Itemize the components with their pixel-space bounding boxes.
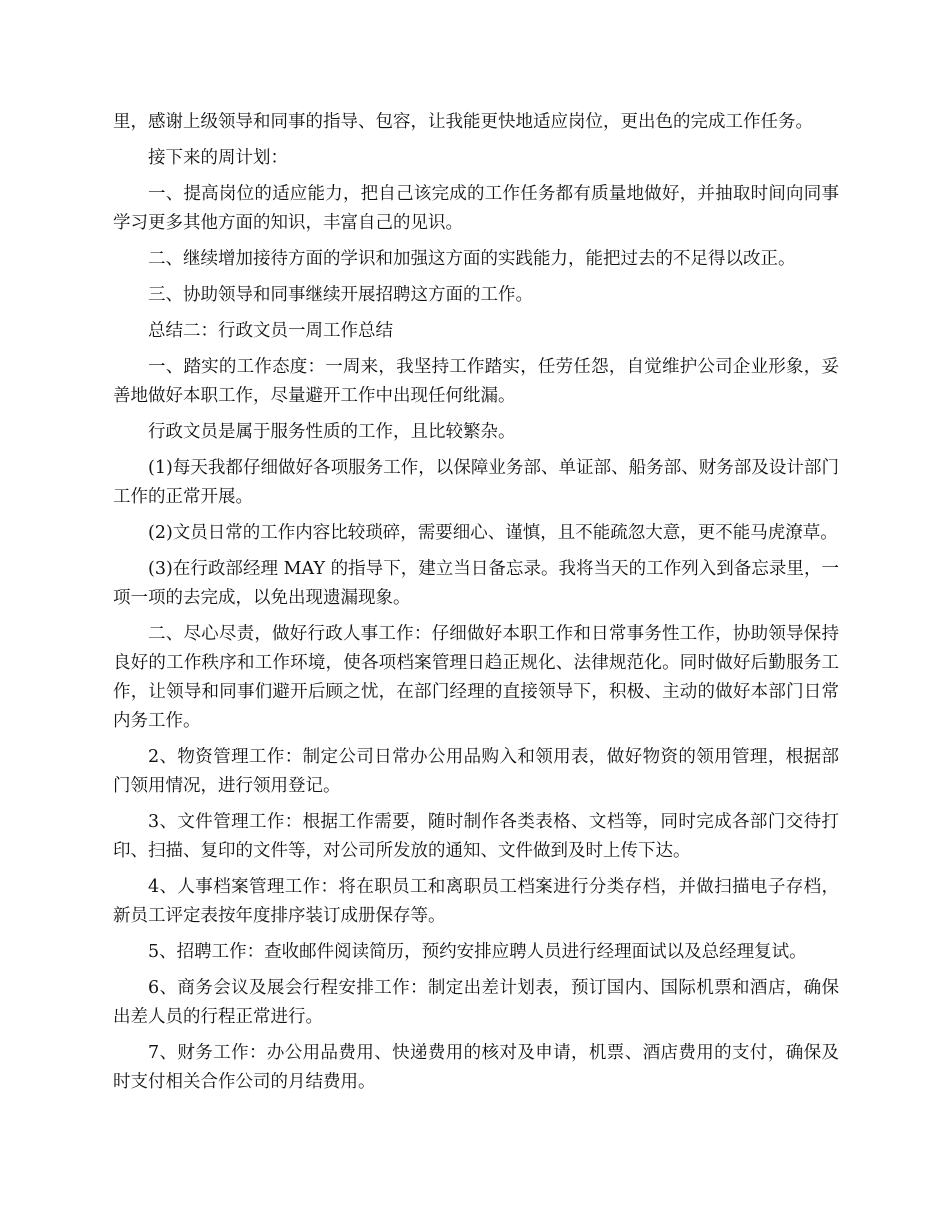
paragraph-weekly-plan-heading: 接下来的周计划： xyxy=(148,148,288,168)
paragraph-file-management: 3、文件管理工作：根据工作需要，随时制作各类表格、文档等，同时完成各部门交待打印、扫描、复印的文件等，对公司所发放的通知、文件做到及时上传下达。 xyxy=(113,812,839,861)
paragraph-business-travel: 6、商务会议及展会行程安排工作：制定出差计划表，预订国内、国际机票和酒店，确保出差人员的行程正常进行。 xyxy=(113,978,839,1027)
paragraph-sub-item-1: (1)每天我都仔细做好各项服务工作，以保障业务部、单证部、船务部、财务部及设计部门工作的正常开展。 xyxy=(113,458,839,507)
paragraph-service-nature: 行政文员是属于服务性质的工作，且比较繁杂。 xyxy=(148,422,516,442)
paragraph-admin-hr-work: 二、尽心尽责，做好行政人事工作：仔细做好本职工作和日常事务性工作，协助领导保持良好的工作秩序和工作环境，使各项档案管理日趋正规化、法律规范化。同时做好后勤服务工作，让领导和同事们避开后顾之忧，在部门经理的直接领导下，积极、主动的做好本部门日常内务工作。 xyxy=(113,624,839,731)
paragraph-work-attitude: 一、踏实的工作态度：一周来，我坚持工作踏实，任劳任怨，自觉维护公司企业形象，妥善地做好本职工作，尽量避开工作中出现任何纰漏。 xyxy=(113,357,839,406)
paragraph-plan-item-1: 一、提高岗位的适应能力，把自己该完成的工作任务都有质量地做好，并抽取时间向同事学习更多其他方面的知识，丰富自己的见识。 xyxy=(113,184,839,233)
paragraph-finance-work: 7、财务工作：办公用品费用、快递费用的核对及申请，机票、酒店费用的支付，确保及时支付相关合作公司的月结费用。 xyxy=(113,1043,839,1092)
paragraph-sub-item-2: (2)文员日常的工作内容比较琐碎，需要细心、谨慎，且不能疏忽大意，更不能马虎潦草。 xyxy=(148,523,838,543)
paragraph-plan-item-3: 三、协助领导和同事继续开展招聘这方面的工作。 xyxy=(148,285,533,305)
paragraph-summary-two-heading: 总结二：行政文员一周工作总结 xyxy=(148,321,393,341)
paragraph-plan-item-2: 二、继续增加接待方面的学识和加强这方面的实践能力，能把过去的不足得以改正。 xyxy=(148,249,796,269)
paragraph-personnel-archives: 4、人事档案管理工作：将在职员工和离职员工档案进行分类存档，并做扫描电子存档，新员工评定表按年度排序装订成册保存等。 xyxy=(113,877,839,926)
document-page xyxy=(113,108,839,1104)
paragraph-recruitment: 5、招聘工作：查收邮件阅读简历，预约安排应聘人员进行经理面试以及总经理复试。 xyxy=(148,942,807,962)
paragraph-continuation: 里，感谢上级领导和同事的指导、包容，让我能更快地适应岗位，更出色的完成工作任务。 xyxy=(113,112,813,132)
paragraph-materials-management: 2、物资管理工作：制定公司日常办公用品购入和领用表，做好物资的领用管理，根据部门领用情况，进行领用登记。 xyxy=(113,747,839,796)
paragraph-sub-item-3: (3)在行政部经理 MAY 的指导下，建立当日备忘录。我将当天的工作列入到备忘录里，一项一项的去完成，以免出现遗漏现象。 xyxy=(113,559,839,608)
